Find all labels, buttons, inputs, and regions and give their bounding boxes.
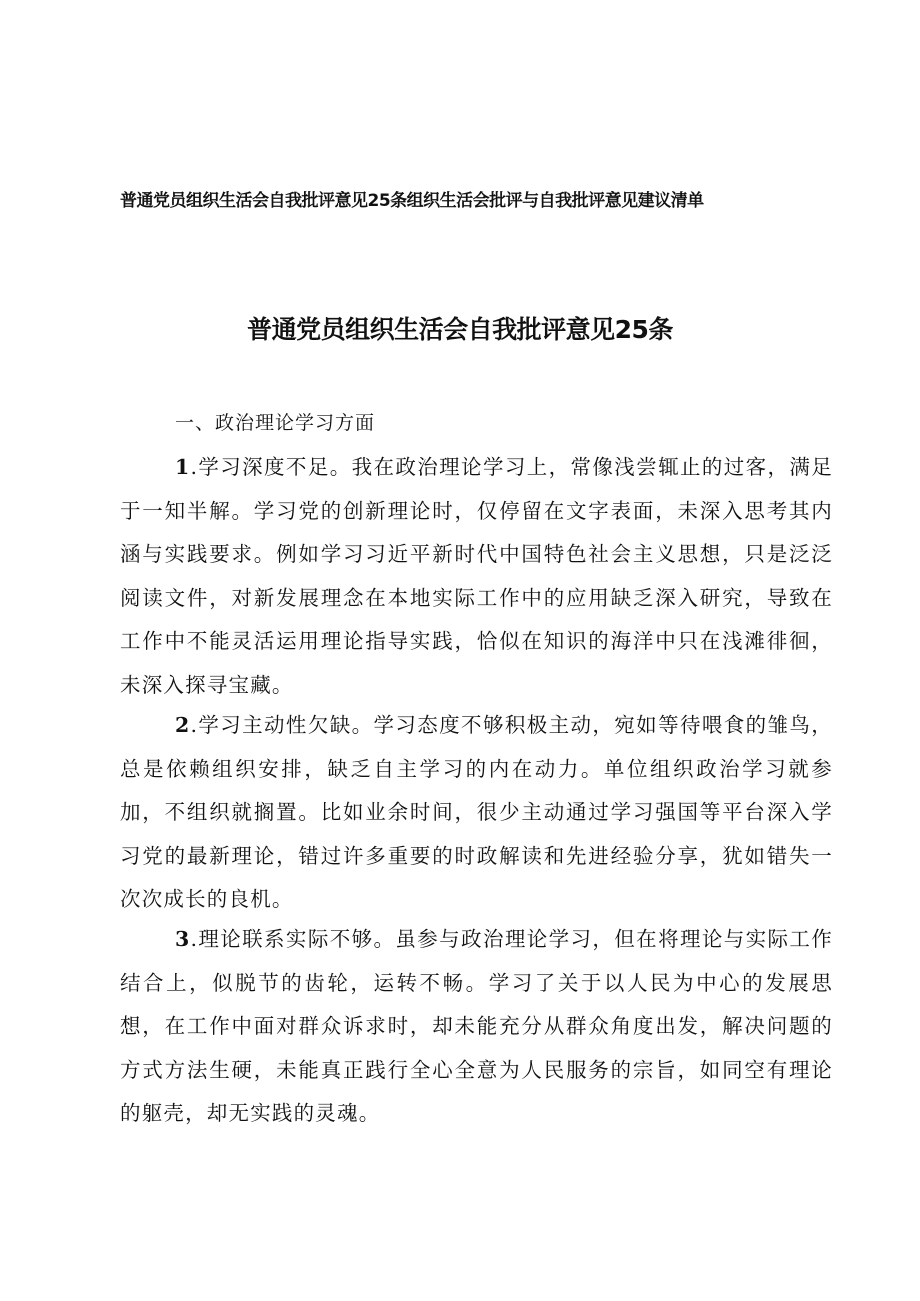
item-number: 1: [175, 455, 191, 479]
list-item: [120, 446, 833, 708]
item-text: .学习主动性欠缺。学习态度不够积极主动，宛如等待喂食的雏鸟，总是依赖组织安排，缺乏自主学习的内在动力。单位组织政治学习就参加，不组织就搁置。比如业余时间，很少主动通过学习强国等平台深入学习党的最新理论，错过许多重要的时政解读和先进经验分享，犹如错失一次次成长的良机。: [120, 713, 833, 912]
main-heading: 普通党员组织生活会自我批评意见25条: [247, 315, 673, 344]
item-number: 3: [175, 927, 191, 951]
section-heading: 一、政治理论学习方面: [175, 412, 376, 434]
list-item: [120, 918, 833, 1136]
item-number: 2: [175, 713, 191, 737]
list-item: [120, 704, 833, 922]
document-title: 普通党员组织生活会自我批评意见25条组织生活会批评与自我批评意见建议清单: [120, 191, 704, 211]
item-text: .学习深度不足。我在政治理论学习上，常像浅尝辄止的过客，满足于一知半解。学习党的创新理论时，仅停留在文字表面，未深入思考其内涵与实践要求。例如学习习近平新时代中国特色社会主义思想，只是泛泛阅读文件，对新发展理念在本地实际工作中的应用缺乏深入研究，导致在工作中不能灵活运用理论指导实践，恰似在知识的海洋中只在浅滩徘徊，未深入探寻宝藏。: [120, 455, 833, 697]
item-text: .理论联系实际不够。虽参与政治理论学习，但在将理论与实际工作结合上，似脱节的齿轮，运转不畅。学习了关于以人民为中心的发展思想，在工作中面对群众诉求时，却未能充分从群众角度出发，解决问题的方式方法生硬，未能真正践行全心全意为人民服务的宗旨，如同空有理论的躯壳，却无实践的灵魂。: [120, 927, 833, 1126]
